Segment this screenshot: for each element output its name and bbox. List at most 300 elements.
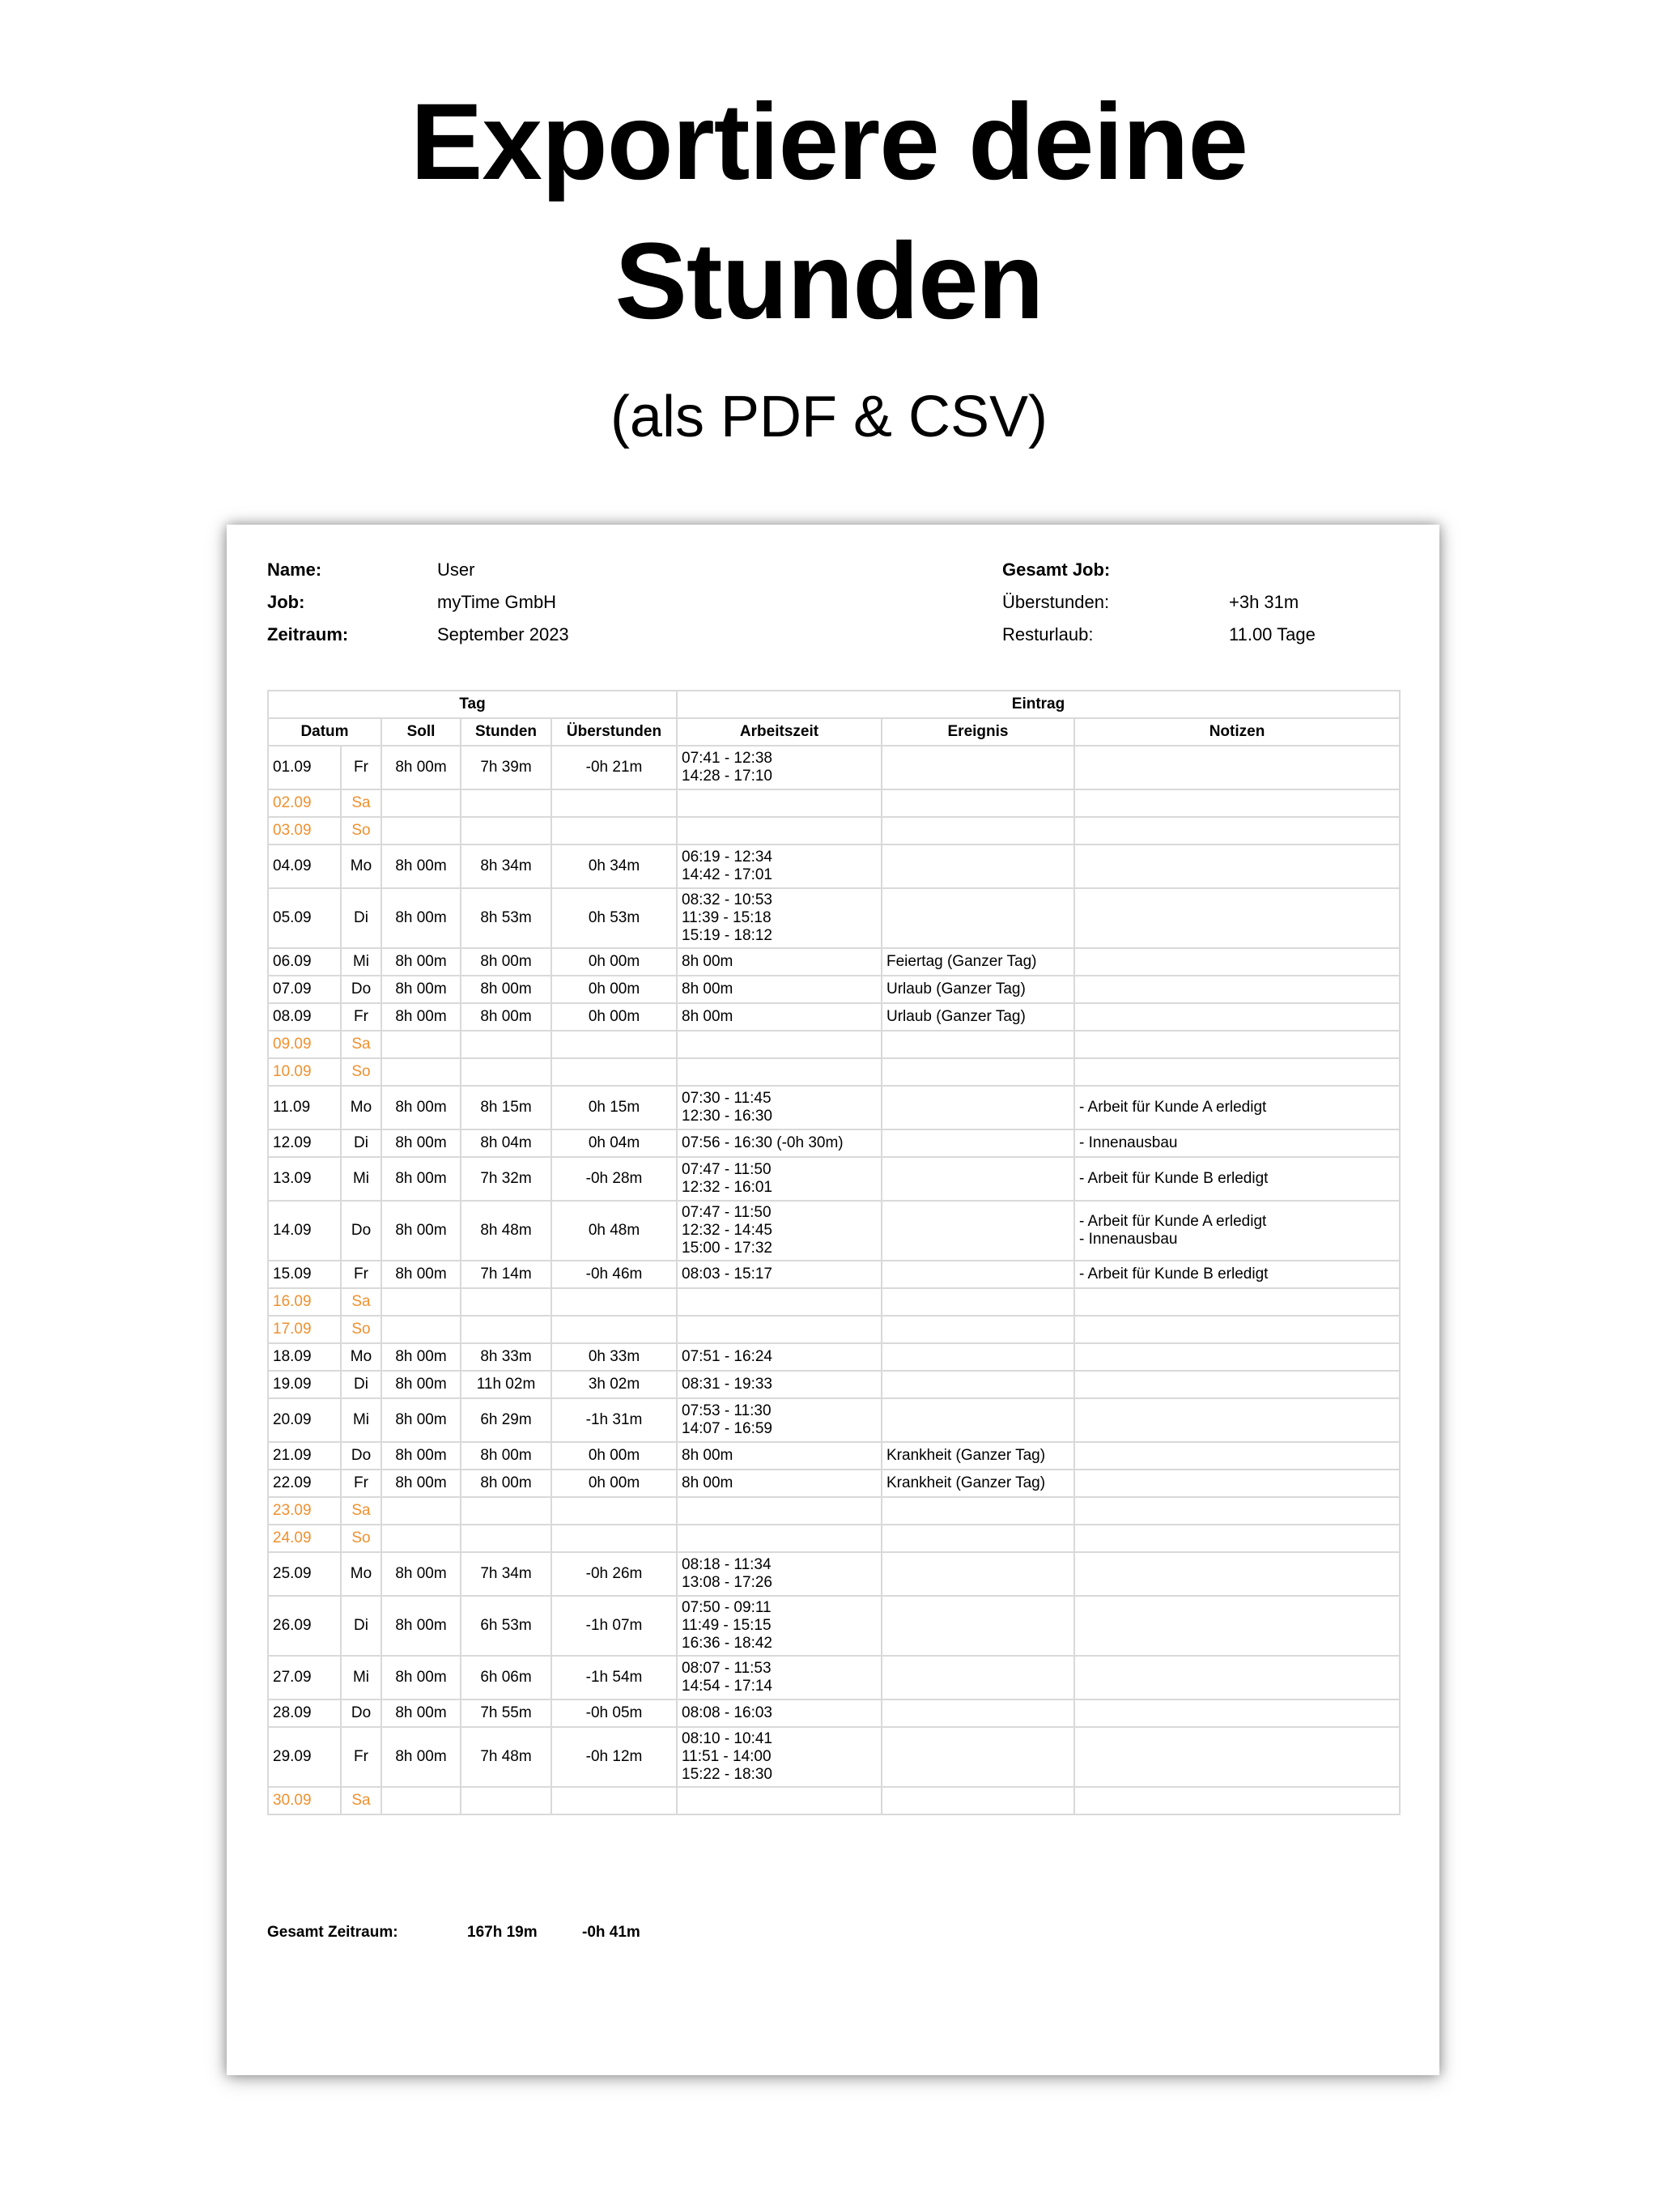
arbeitszeit-line: 8h 00m [682,953,733,970]
cell-ereignis [882,1261,1074,1288]
cell-soll: 8h 00m [381,1656,461,1699]
arbeitszeit-line: 08:32 - 10:53 [682,891,772,908]
cell-notizen [1074,1343,1400,1371]
cell-weekday: Mo [341,1343,381,1371]
cell-ereignis [882,789,1074,817]
arbeitszeit-line: 15:22 - 18:30 [682,1766,772,1783]
arbeitszeit-line: 14:54 - 17:14 [682,1678,772,1695]
cell-soll [381,1316,461,1343]
cell-arbeitszeit [677,1552,882,1596]
cell-ueberstunden [551,1288,677,1316]
meta-total-job-row [1002,554,1316,586]
table-row [268,1699,1400,1727]
table-row [268,1727,1400,1787]
arbeitszeit-line: 07:50 - 09:11 [682,1599,772,1616]
cell-stunden: 11h 02m [461,1371,551,1398]
meta-job-label: Job: [267,592,305,612]
cell-stunden: 8h 00m [461,1003,551,1031]
cell-soll: 8h 00m [381,1201,461,1261]
cell-notizen [1074,1470,1400,1497]
cell-soll: 8h 00m [381,976,461,1003]
cell-ereignis [882,1129,1074,1157]
table-row [268,1596,1400,1656]
arbeitszeit-line: 08:03 - 15:17 [682,1266,772,1283]
cell-date: 16.09 [268,1288,341,1316]
cell-stunden [461,1787,551,1814]
cell-date: 23.09 [268,1497,341,1525]
arbeitszeit-line: 8h 00m [682,981,733,998]
cell-date: 17.09 [268,1316,341,1343]
cell-notizen [1074,789,1400,817]
group-header-tag: Tag [268,691,677,718]
meta-name-row [267,554,569,586]
group-header-row [268,691,1400,718]
cell-soll: 8h 00m [381,1727,461,1787]
meta-name-value: User [437,559,475,580]
cell-weekday: Do [341,1699,381,1727]
total-period [267,1924,640,1942]
cell-notizen [1074,1497,1400,1525]
cell-arbeitszeit [677,817,882,844]
arbeitszeit-line: 11:49 - 15:15 [682,1617,772,1634]
cell-soll [381,1058,461,1086]
cell-soll [381,1031,461,1058]
cell-date: 19.09 [268,1371,341,1398]
cell-weekday: Mo [341,1552,381,1596]
cell-ereignis [882,1288,1074,1316]
cell-ueberstunden: 0h 34m [551,844,677,888]
cell-notizen [1074,1656,1400,1699]
table-row [268,1552,1400,1596]
meta-vacation-row [1002,619,1316,651]
cell-soll: 8h 00m [381,746,461,789]
meta-period-label: Zeitraum: [267,624,349,644]
cell-arbeitszeit [677,746,882,789]
cell-ueberstunden: 0h 00m [551,976,677,1003]
table-row [268,746,1400,789]
cell-ereignis [882,1371,1074,1398]
cell-weekday: Fr [341,746,381,789]
cell-weekday: Di [341,1596,381,1656]
cell-stunden: 7h 32m [461,1157,551,1201]
cell-notizen [1074,1699,1400,1727]
col-header-soll: Soll [381,718,461,746]
cell-weekday: Mo [341,844,381,888]
cell-weekday: Do [341,1201,381,1261]
table-row [268,1787,1400,1814]
cell-weekday: So [341,1316,381,1343]
cell-stunden: 6h 29m [461,1398,551,1442]
cell-ereignis [882,1157,1074,1201]
arbeitszeit-line: 08:07 - 11:53 [682,1660,772,1677]
cell-stunden: 8h 15m [461,1086,551,1129]
cell-ueberstunden: -0h 26m [551,1552,677,1596]
cell-notizen [1074,888,1400,948]
cell-arbeitszeit [677,1727,882,1787]
table-row [268,976,1400,1003]
cell-stunden: 8h 48m [461,1201,551,1261]
cell-arbeitszeit [677,1031,882,1058]
table-row [268,1525,1400,1552]
cell-date: 06.09 [268,948,341,976]
column-header-row [268,718,1400,746]
cell-ereignis [882,1398,1074,1442]
hero [0,73,1658,453]
cell-notizen [1074,1787,1400,1814]
meta-period-row [267,619,569,651]
cell-ueberstunden: 0h 53m [551,888,677,948]
cell-ereignis [882,1552,1074,1596]
cell-ueberstunden: -1h 54m [551,1656,677,1699]
cell-ereignis [882,1699,1074,1727]
cell-stunden: 7h 55m [461,1699,551,1727]
cell-weekday: Mo [341,1086,381,1129]
col-header-ereignis: Ereignis [882,718,1074,746]
cell-stunden: 8h 00m [461,1470,551,1497]
cell-date: 22.09 [268,1470,341,1497]
arbeitszeit-line: 07:30 - 11:45 [682,1090,772,1107]
table-row [268,817,1400,844]
cell-soll: 8h 00m [381,1699,461,1727]
report-meta [267,554,1399,675]
cell-ereignis [882,817,1074,844]
cell-soll: 8h 00m [381,1086,461,1129]
arbeitszeit-line: 12:32 - 14:45 [682,1222,772,1239]
cell-arbeitszeit [677,1371,882,1398]
arbeitszeit-line: 07:41 - 12:38 [682,750,772,767]
arbeitszeit-line: 8h 00m [682,1008,733,1025]
cell-arbeitszeit [677,1086,882,1129]
cell-soll: 8h 00m [381,888,461,948]
cell-ereignis [882,1525,1074,1552]
table-row [268,1261,1400,1288]
cell-arbeitszeit [677,1343,882,1371]
cell-notizen [1074,1596,1400,1656]
cell-ueberstunden: -0h 46m [551,1261,677,1288]
arbeitszeit-line: 08:10 - 10:41 [682,1730,772,1747]
arbeitszeit-line: 16:36 - 18:42 [682,1635,772,1652]
cell-arbeitszeit [677,844,882,888]
cell-date: 24.09 [268,1525,341,1552]
cell-ereignis [882,1201,1074,1261]
cell-ueberstunden [551,1058,677,1086]
cell-ereignis [882,1727,1074,1787]
table-row [268,888,1400,948]
cell-stunden: 8h 00m [461,1442,551,1470]
cell-ueberstunden: -0h 12m [551,1727,677,1787]
cell-soll [381,1288,461,1316]
arbeitszeit-line: 15:19 - 18:12 [682,927,772,944]
cell-ereignis [882,1343,1074,1371]
cell-ueberstunden: 0h 04m [551,1129,677,1157]
table-row [268,1316,1400,1343]
cell-ereignis [882,1316,1074,1343]
cell-ereignis [882,746,1074,789]
notiz-line: - Arbeit für Kunde A erledigt [1079,1099,1267,1116]
cell-ueberstunden: 0h 00m [551,1470,677,1497]
cell-arbeitszeit [677,1497,882,1525]
notiz-line: - Arbeit für Kunde B erledigt [1079,1266,1269,1283]
cell-stunden: 7h 14m [461,1261,551,1288]
arbeitszeit-line: 08:08 - 16:03 [682,1704,772,1721]
cell-arbeitszeit [677,1058,882,1086]
cell-weekday: Di [341,1371,381,1398]
cell-arbeitszeit [677,1157,882,1201]
cell-stunden: 8h 33m [461,1343,551,1371]
cell-stunden [461,1031,551,1058]
table-row [268,1129,1400,1157]
cell-ereignis: Krankheit (Ganzer Tag) [882,1470,1074,1497]
cell-stunden [461,1525,551,1552]
cell-ueberstunden: -0h 21m [551,746,677,789]
cell-ueberstunden: -1h 31m [551,1398,677,1442]
cell-stunden: 7h 48m [461,1727,551,1787]
cell-date: 04.09 [268,844,341,888]
cell-arbeitszeit [677,1656,882,1699]
total-hours: 167h 19m [467,1924,538,1941]
cell-soll [381,1787,461,1814]
meta-vacation-label: Resturlaub: [1002,624,1094,644]
cell-arbeitszeit [677,888,882,948]
table-row [268,844,1400,888]
arbeitszeit-line: 06:19 - 12:34 [682,849,772,866]
cell-arbeitszeit [677,948,882,976]
meta-overtime-label: Überstunden: [1002,592,1110,612]
meta-left [267,554,569,651]
cell-arbeitszeit [677,1787,882,1814]
cell-stunden: 6h 06m [461,1656,551,1699]
table-row [268,1442,1400,1470]
table-row [268,1157,1400,1201]
cell-ereignis: Krankheit (Ganzer Tag) [882,1442,1074,1470]
cell-soll: 8h 00m [381,1129,461,1157]
cell-ereignis [882,888,1074,948]
cell-soll: 8h 00m [381,1157,461,1201]
cell-soll: 8h 00m [381,1343,461,1371]
cell-notizen [1074,1316,1400,1343]
cell-arbeitszeit [677,1261,882,1288]
cell-soll [381,1525,461,1552]
table-row [268,1003,1400,1031]
cell-soll: 8h 00m [381,1398,461,1442]
notiz-line: - Arbeit für Kunde B erledigt [1079,1170,1269,1187]
cell-ueberstunden: 0h 48m [551,1201,677,1261]
table-row [268,1086,1400,1129]
cell-soll: 8h 00m [381,1003,461,1031]
cell-notizen [1074,1031,1400,1058]
cell-arbeitszeit [677,1442,882,1470]
cell-notizen [1074,976,1400,1003]
cell-notizen [1074,1261,1400,1288]
cell-ueberstunden [551,817,677,844]
cell-weekday: Mi [341,1157,381,1201]
cell-ueberstunden [551,1031,677,1058]
cell-weekday: Sa [341,1787,381,1814]
cell-arbeitszeit [677,1470,882,1497]
cell-notizen [1074,1442,1400,1470]
cell-weekday: Sa [341,789,381,817]
cell-notizen [1074,1157,1400,1201]
cell-date: 28.09 [268,1699,341,1727]
meta-total-job-label: Gesamt Job: [1002,559,1111,580]
col-header-notizen: Notizen [1074,718,1400,746]
table-body [268,746,1400,1814]
arbeitszeit-line: 12:32 - 16:01 [682,1179,772,1196]
table-row [268,789,1400,817]
cell-date: 01.09 [268,746,341,789]
cell-weekday: Fr [341,1261,381,1288]
cell-stunden [461,817,551,844]
cell-ereignis [882,1031,1074,1058]
notiz-line: - Arbeit für Kunde A erledigt [1079,1213,1267,1230]
table-row [268,1343,1400,1371]
cell-date: 08.09 [268,1003,341,1031]
arbeitszeit-line: 14:28 - 17:10 [682,768,772,785]
arbeitszeit-line: 11:39 - 15:18 [682,909,772,926]
cell-ereignis [882,844,1074,888]
cell-ueberstunden [551,1316,677,1343]
cell-notizen [1074,1398,1400,1442]
notiz-line: - Innenausbau [1079,1231,1178,1248]
table-row [268,1497,1400,1525]
hero-title-line2: Stunden [614,221,1044,342]
cell-notizen [1074,1003,1400,1031]
arbeitszeit-line: 07:51 - 16:24 [682,1348,772,1365]
cell-date: 02.09 [268,789,341,817]
cell-soll: 8h 00m [381,844,461,888]
cell-stunden [461,1058,551,1086]
cell-stunden [461,1497,551,1525]
cell-soll: 8h 00m [381,948,461,976]
arbeitszeit-line: 07:53 - 11:30 [682,1402,772,1419]
cell-date: 09.09 [268,1031,341,1058]
cell-stunden: 8h 00m [461,976,551,1003]
cell-ereignis [882,1086,1074,1129]
table-row [268,1656,1400,1699]
cell-notizen [1074,844,1400,888]
cell-arbeitszeit [677,1316,882,1343]
arbeitszeit-line: 15:00 - 17:32 [682,1240,772,1257]
cell-ueberstunden: 0h 33m [551,1343,677,1371]
cell-soll: 8h 00m [381,1371,461,1398]
col-header-ueberstunden: Überstunden [551,718,677,746]
cell-date: 03.09 [268,817,341,844]
arbeitszeit-line: 8h 00m [682,1474,733,1491]
meta-name-label: Name: [267,559,322,580]
cell-soll [381,1497,461,1525]
meta-job-row [267,586,569,619]
cell-weekday: Sa [341,1288,381,1316]
cell-notizen [1074,1552,1400,1596]
col-header-arbeitszeit: Arbeitszeit [677,718,882,746]
cell-notizen [1074,1525,1400,1552]
cell-date: 15.09 [268,1261,341,1288]
meta-right [1002,554,1316,651]
arbeitszeit-line: 14:07 - 16:59 [682,1420,772,1437]
cell-soll: 8h 00m [381,1442,461,1470]
cell-notizen [1074,1201,1400,1261]
cell-date: 18.09 [268,1343,341,1371]
cell-stunden [461,1316,551,1343]
cell-ueberstunden [551,1497,677,1525]
cell-arbeitszeit [677,1525,882,1552]
cell-weekday: Fr [341,1727,381,1787]
meta-vacation-value: 11.00 Tage [1229,624,1316,644]
hero-subtitle: (als PDF & CSV) [610,385,1048,449]
meta-job-value: myTime GmbH [437,592,557,612]
cell-weekday: Di [341,888,381,948]
cell-date: 11.09 [268,1086,341,1129]
cell-weekday: Fr [341,1470,381,1497]
cell-ereignis: Urlaub (Ganzer Tag) [882,1003,1074,1031]
cell-notizen [1074,1058,1400,1086]
arbeitszeit-line: 8h 00m [682,1447,733,1464]
cell-notizen [1074,746,1400,789]
arbeitszeit-line: 12:30 - 16:30 [682,1108,772,1125]
cell-arbeitszeit [677,1003,882,1031]
group-header-eintrag: Eintrag [677,691,1400,718]
cell-weekday: Di [341,1129,381,1157]
cell-date: 10.09 [268,1058,341,1086]
arbeitszeit-line: 13:08 - 17:26 [682,1574,772,1591]
hero-title [0,73,1658,351]
cell-weekday: So [341,1525,381,1552]
cell-soll [381,817,461,844]
cell-ueberstunden: -0h 28m [551,1157,677,1201]
cell-soll: 8h 00m [381,1596,461,1656]
cell-ereignis [882,1787,1074,1814]
cell-soll: 8h 00m [381,1552,461,1596]
cell-ereignis [882,1596,1074,1656]
arbeitszeit-line: 07:47 - 11:50 [682,1161,772,1178]
cell-ueberstunden: 0h 00m [551,1003,677,1031]
cell-stunden: 7h 39m [461,746,551,789]
cell-ueberstunden: 3h 02m [551,1371,677,1398]
cell-arbeitszeit [677,1201,882,1261]
table-row [268,1058,1400,1086]
cell-ueberstunden: -1h 07m [551,1596,677,1656]
cell-date: 21.09 [268,1442,341,1470]
cell-stunden: 8h 53m [461,888,551,948]
cell-date: 13.09 [268,1157,341,1201]
arbeitszeit-line: 07:47 - 11:50 [682,1204,772,1221]
hero-title-line1: Exportiere deine [410,82,1248,202]
cell-date: 30.09 [268,1787,341,1814]
col-header-datum: Datum [268,718,381,746]
cell-date: 25.09 [268,1552,341,1596]
cell-ueberstunden [551,1787,677,1814]
cell-ereignis [882,1058,1074,1086]
cell-ueberstunden [551,1525,677,1552]
meta-overtime-row [1002,586,1316,619]
cell-date: 05.09 [268,888,341,948]
cell-date: 07.09 [268,976,341,1003]
cell-notizen [1074,1727,1400,1787]
cell-weekday: Do [341,976,381,1003]
cell-weekday: So [341,817,381,844]
meta-overtime-value: +3h 31m [1229,592,1299,612]
cell-soll: 8h 00m [381,1470,461,1497]
report-sheet [227,525,1439,2075]
cell-ereignis: Urlaub (Ganzer Tag) [882,976,1074,1003]
cell-ueberstunden: 0h 00m [551,1442,677,1470]
total-overtime: -0h 41m [582,1924,640,1941]
arbeitszeit-line: 14:42 - 17:01 [682,866,772,883]
cell-date: 20.09 [268,1398,341,1442]
cell-stunden: 8h 34m [461,844,551,888]
table-row [268,1288,1400,1316]
cell-weekday: Mi [341,948,381,976]
